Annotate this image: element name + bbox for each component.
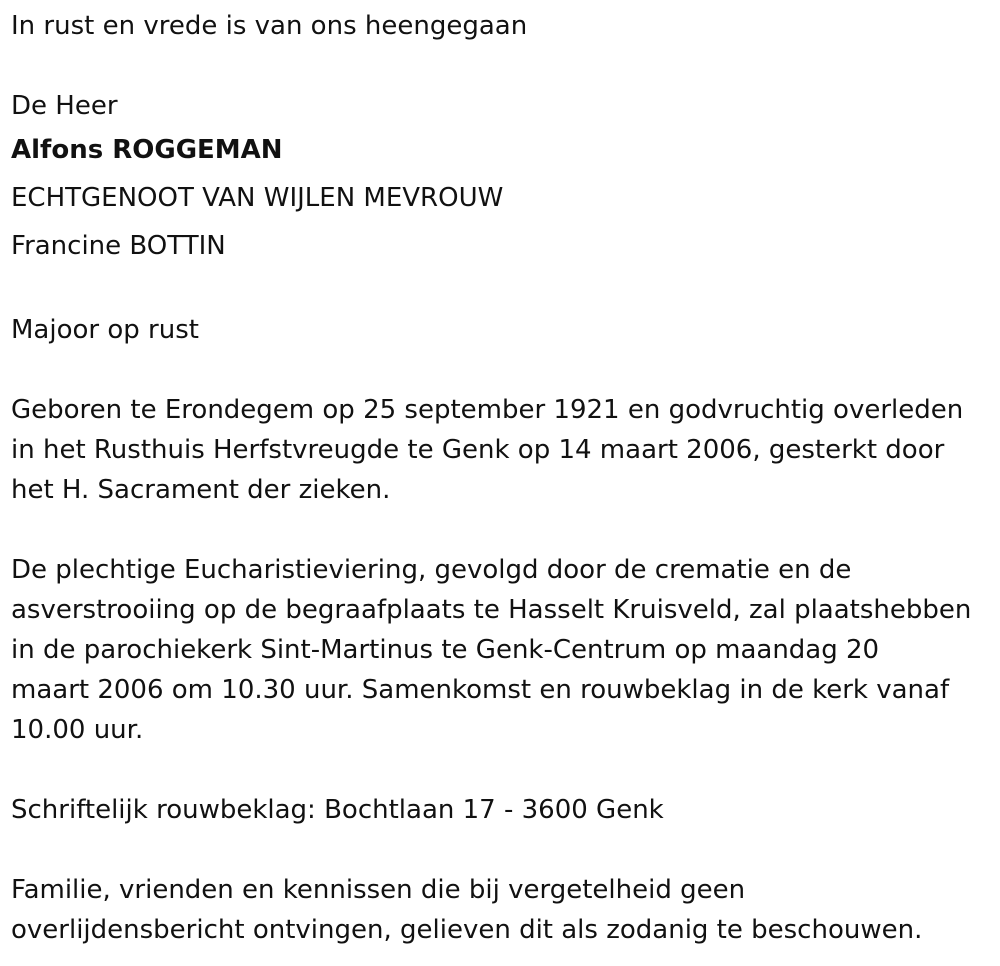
condolences-address: Schriftelijk rouwbeklag: Bochtlaan 17 - 3600 Genk [11, 795, 664, 825]
paragraph-line: De plechtige Eucharistieviering, gevolgd door de crematie en de [11, 555, 852, 585]
paragraph-line: asverstrooiing op de begraafplaats te Hasselt Kruisveld, zal plaatshebben [11, 595, 972, 625]
paragraph-line: Geboren te Erondegem op 25 september 1921 en godvruchtig overleden [11, 395, 964, 425]
paragraph-line: 10.00 uur. [11, 715, 144, 745]
spouse-name: Francine BOTTIN [11, 231, 226, 261]
ceremony-paragraph [11, 550, 996, 750]
birth-death-paragraph [11, 390, 996, 510]
occupation: Majoor op rust [11, 315, 199, 345]
spacer [11, 750, 996, 790]
spacer [11, 830, 996, 870]
spacer [11, 350, 996, 390]
spacer [11, 510, 996, 550]
paragraph-line: in het Rusthuis Herfstvreugde te Genk op 14 maart 2006, gesterkt door [11, 435, 945, 465]
paragraph-line: het H. Sacrament der zieken. [11, 475, 391, 505]
paragraph-line: maart 2006 om 10.30 uur. Samenkomst en rouwbeklag in de kerk vanaf [11, 675, 950, 705]
obituary-notice [11, 6, 996, 950]
paragraph-line: in de parochiekerk Sint-Martinus te Genk-Centrum op maandag 20 [11, 635, 880, 665]
deceased-name: Alfons ROGGEMAN [11, 135, 283, 165]
family-note-paragraph [11, 870, 996, 950]
spouse-title: ECHTGENOOT VAN WIJLEN MEVROUW [11, 183, 504, 213]
salutation: De Heer [11, 91, 118, 121]
intro-line: In rust en vrede is van ons heengegaan [11, 11, 528, 41]
spacer [11, 46, 996, 86]
spacer [11, 270, 996, 310]
paragraph-line: Familie, vrienden en kennissen die bij vergetelheid geen [11, 875, 746, 905]
paragraph-line: overlijdensbericht ontvingen, gelieven dit als zodanig te beschouwen. [11, 915, 923, 945]
